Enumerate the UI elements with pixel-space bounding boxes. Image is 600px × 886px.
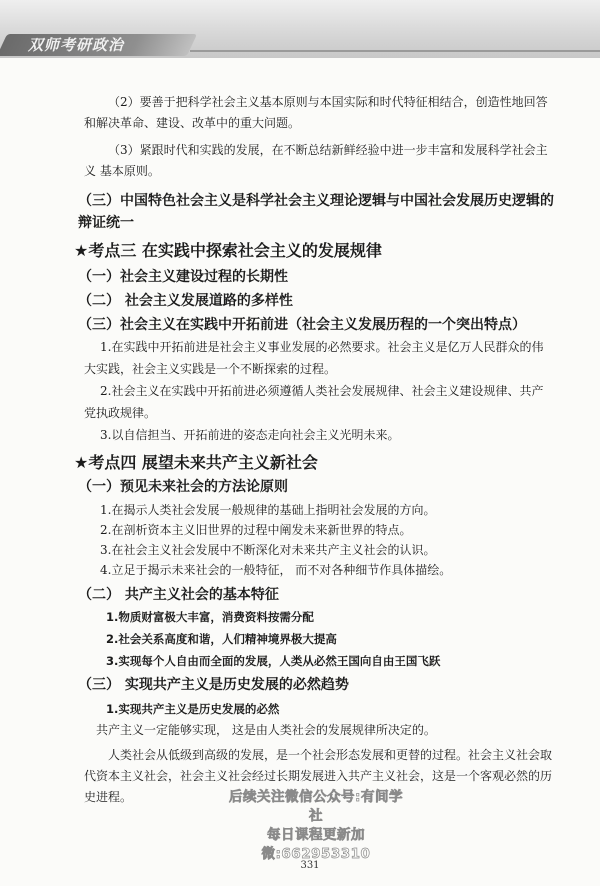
page-header xyxy=(0,0,600,58)
watermark-line: 每日课程更新加微:662953310 xyxy=(261,827,371,862)
list-item: 4.立足于揭示未来社会的一般特征， 而不对各种细节作具体描绘。 xyxy=(100,563,452,577)
section-heading: （三） 实现共产主义是历史发展的必然趋势 xyxy=(78,677,349,693)
list-item: 1.在揭示人类社会发展一般规律的基础上指明社会发展的方向。 xyxy=(100,503,436,517)
section-heading: （三）社会主义在实践中开拓前进（社会主义发展历程的一个突出特点） xyxy=(78,317,526,333)
kaodian-heading: ★考点四 展望未来共产主义新社会 xyxy=(74,453,318,472)
list-item: 3.实现每个人自由而全面的发展，人类从必然王国向自由王国飞跃 xyxy=(106,654,441,668)
section-heading: （二） 共产主义社会的基本特征 xyxy=(78,587,279,603)
list-item: 3.在社会主义社会发展中不断深化对未来共产主义社会的认识。 xyxy=(100,543,436,557)
kaodian-heading: ★考点三 在实践中探索社会主义的发展规律 xyxy=(74,241,382,260)
section-heading: （三）中国特色社会主义是科学社会主义理论逻辑与中国社会发展历史逻辑的辩证统一 xyxy=(78,193,554,231)
paragraph: 共产主义一定能够实现， 这是由人类社会的发展规律所决定的。 xyxy=(96,723,436,737)
section-heading: （二） 社会主义发展道路的多样性 xyxy=(78,293,293,309)
paragraph: （2）要善于把科学社会主义基本原则与本国实际和时代特征相结合，创造性地回答和解决革命、建设、改革中的重大问题。 xyxy=(84,95,548,130)
paragraph: （3）紧跟时代和实践的发展，在不断总结新鲜经验中进一步丰富和发展科学社会主义 基本原则。 xyxy=(84,143,548,178)
header-title: 双师考研政治 xyxy=(28,36,125,54)
list-item: 1.物质财富极大丰富，消费资料按需分配 xyxy=(106,610,314,624)
watermark-line: 后续关注微信公众号:有间学社 xyxy=(229,789,403,824)
list-item: 2.社会关系高度和谐，人们精神境界极大提高 xyxy=(106,632,337,646)
list-item: 1.在实践中开拓前进是社会主义事业发展的必然要求。社会主义是亿万人民群众的伟大实践，社会主义实践是一个不断探索的过程。 xyxy=(84,340,544,376)
page-number: 331 xyxy=(300,860,320,871)
header-divider xyxy=(190,50,600,52)
page-content xyxy=(74,92,554,808)
list-item: 2.在剖析资本主义旧世界的过程中阐发未来新世界的特点。 xyxy=(100,523,412,537)
watermark xyxy=(226,788,406,864)
section-heading: （一）社会主义建设过程的长期性 xyxy=(78,269,288,285)
list-item: 2.社会主义在实践中开拓前进必须遵循人类社会发展规律、社会主义建设规律、共产党执政规律。 xyxy=(84,384,544,420)
paragraph: 人类社会从低级到高级的发展，是一个社会形态发展和更替的过程。社会主义社会取代资本主义社会，社会主义社会经过长期发展进入共产主义社会，这是一个客观必然的历史进程。 xyxy=(84,748,553,804)
list-item: 1.实现共产主义是历史发展的必然 xyxy=(106,702,280,716)
section-heading: （一）预见未来社会的方法论原则 xyxy=(78,479,288,495)
list-item: 3.以自信担当、开拓前进的姿态走向社会主义光明未来。 xyxy=(100,428,400,442)
